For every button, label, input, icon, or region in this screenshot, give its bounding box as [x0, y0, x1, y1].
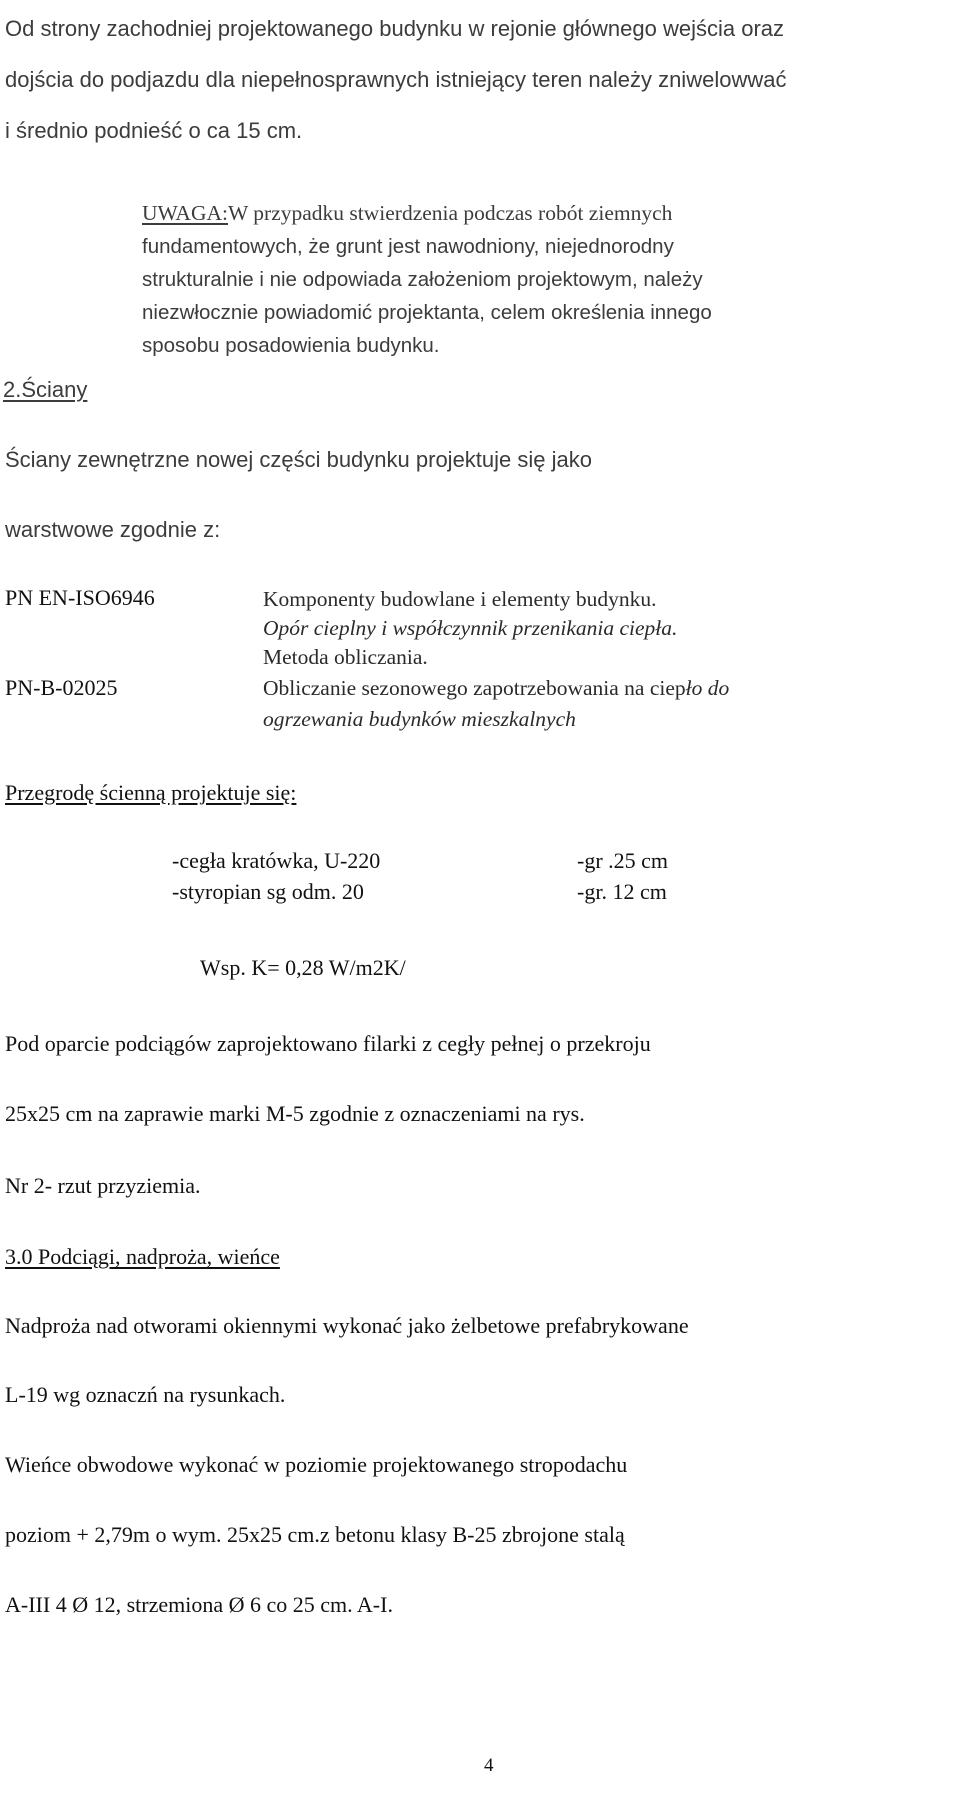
warning-line-3: strukturalnie i nie odpowiada założeniom projektowym, należy [142, 268, 703, 291]
page-number: 4 [484, 1755, 494, 1776]
section-3-line-5: A-III 4 Ø 12, strzemiona Ø 6 co 25 cm. A-I. [5, 1592, 393, 1617]
pillars-line-2: 25x25 cm na zaprawie marki M-5 zgodnie z oznaczeniami na rys. [5, 1101, 585, 1126]
norm-1-title-line-2: Opór cieplny i współczynnik przenikania ciepła. [263, 616, 678, 640]
section-3-line-1: Nadproża nad otworami okiennymi wykonać jako żelbetowe prefabrykowane [5, 1313, 689, 1338]
layer-1-thickness: -gr .25 cm [577, 848, 669, 873]
partition-heading: Przegrodę ścienną projektuje się: [5, 780, 297, 805]
intro-line-3: i średnio podnieść o ca 15 cm. [5, 118, 303, 143]
warning-line-5: sposobu posadowienia budynku. [142, 334, 440, 357]
norm-1-title-line-1: Komponenty budowlane i elementy budynku. [263, 587, 657, 611]
walls-paragraph-line-1: Ściany zewnętrzne nowej części budynku projektuje się jako [5, 447, 592, 472]
intro-line-2: dojścia do podjazdu dla niepełnosprawnych istniejący teren należy zniwelowwać [5, 67, 787, 92]
warning-line-4: niezwłocznie powiadomić projektanta, celem określenia innego [142, 301, 712, 324]
layer-2-material: -styropian sg odm. 20 [172, 879, 364, 904]
norm-2-code: PN-B-02025 [5, 675, 118, 700]
warning-note [142, 197, 922, 362]
section-3-heading: 3.0 Podciągi, nadproża, wieńce [5, 1244, 280, 1269]
section-2-heading: 2.Ściany [3, 377, 88, 402]
pillars-line-1: Pod oparcie podciągów zaprojektowano filarki z cegły pełnej o przekroju [5, 1031, 651, 1056]
heat-transfer-coefficient: Wsp. K= 0,28 W/m2K/ [200, 955, 406, 980]
norm-1-code: PN EN-ISO6946 [5, 585, 155, 610]
layer-2-thickness: -gr. 12 cm [577, 879, 667, 904]
walls-paragraph-line-2: warstwowe zgodnie z: [5, 517, 221, 542]
section-3-line-4: poziom + 2,79m o wym. 25x25 cm.z betonu klasy B-25 zbrojone stalą [5, 1522, 625, 1547]
section-3-line-2: L-19 wg oznaczń na rysunkach. [5, 1382, 286, 1407]
warning-label: UWAGA: [142, 201, 228, 225]
section-3-line-3: Wieńce obwodowe wykonać w poziomie projektowanego stropodachu [5, 1452, 628, 1477]
intro-line-1: Od strony zachodniej projektowanego budynku w rejonie głównego wejścia oraz [5, 16, 785, 41]
norm-2-title-line-2: ogrzewania budynków mieszkalnych [263, 707, 576, 731]
pillars-line-3: Nr 2- rzut przyziemia. [5, 1173, 201, 1198]
norm-2-title-line-1: Obliczanie sezonowego zapotrzebowania na ciepło do [263, 676, 730, 700]
norm-1-title-line-3: Metoda obliczania. [263, 645, 428, 669]
warning-line-2: fundamentowych, że grunt jest nawodniony, niejednorodny [142, 235, 674, 258]
warning-line-1: UWAGA:W przypadku stwierdzenia podczas robót ziemnych [142, 201, 673, 225]
layer-1-material: -cegła kratówka, U-220 [172, 848, 381, 873]
